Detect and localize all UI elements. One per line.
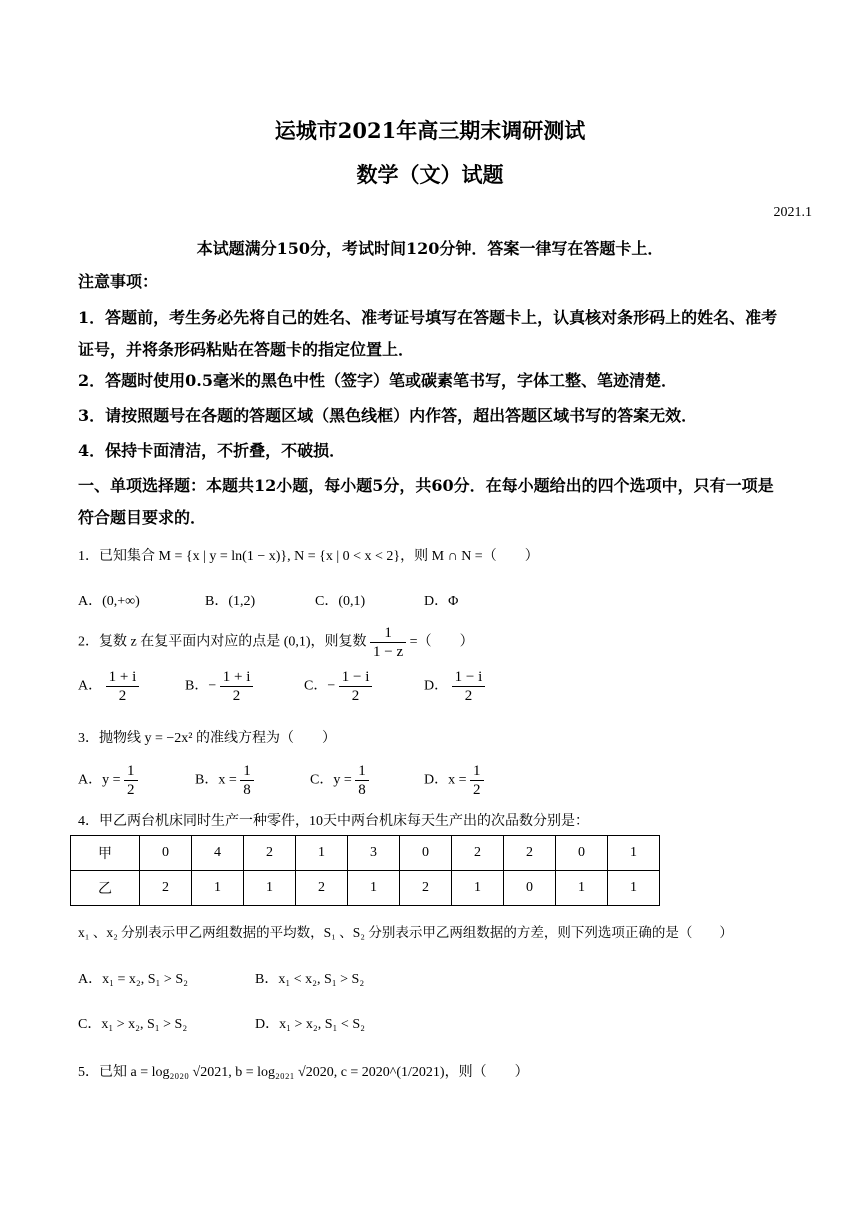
q1-option-a: A．(0,+∞) bbox=[78, 594, 140, 609]
q1-option-c: C．(0,1) bbox=[315, 594, 366, 609]
q3-option-c-label: C．y = bbox=[310, 772, 352, 788]
q3-d-den: 2 bbox=[473, 782, 481, 798]
q3-option-b bbox=[195, 762, 254, 799]
q3-c-den: 8 bbox=[358, 782, 366, 798]
q2-stem-fraction bbox=[370, 624, 406, 661]
q3-option-b-label: B．x = bbox=[195, 772, 237, 788]
table-cell: 2 bbox=[452, 836, 504, 871]
q4-option-b: B．x₁ < x₂, S₁ > S₂ bbox=[255, 972, 365, 987]
q2-b-den: 2 bbox=[232, 688, 241, 704]
table-cell: 2 bbox=[244, 836, 296, 871]
q2-d-den: 2 bbox=[464, 688, 473, 704]
table-cell: 1 bbox=[192, 871, 244, 906]
q5-stem: 5．已知 a = log₂₀₂₀ √2021, b = log₂₀₂₁ √2020, c = 2020^(1/2021)，则（ ） bbox=[78, 1065, 529, 1080]
defect-table bbox=[70, 835, 660, 906]
table-cell: 1 bbox=[556, 871, 608, 906]
note-item-1: 1．答题前，考生务必先将自己的姓名、准考证号填写在答题卡上，认真核对条形码上的姓名、准考证号，并将条形码粘贴在答题卡的指定位置上． bbox=[78, 308, 778, 359]
q1-stem: 1．已知集合 M = {x | y = ln(1 − x)}, N = {x | 0 < x < 2}，则 M ∩ N =（ ） bbox=[78, 549, 539, 564]
q2-option-c bbox=[304, 668, 372, 705]
q3-option-d bbox=[424, 762, 484, 799]
note-item-3: 3．请按照题号在各题的答题区域（黑色线框）内作答，超出答题区域书写的答案无效． bbox=[78, 406, 698, 425]
notes-heading: 注意事项： bbox=[78, 272, 159, 291]
note-item-2: 2．答题时使用0.5毫米的黑色中性（签字）笔或碳素笔书写，字体工整、笔迹清楚． bbox=[78, 371, 677, 390]
q1-option-b: B．(1,2) bbox=[205, 594, 256, 609]
q2-option-b bbox=[185, 668, 253, 705]
q2-d-num: 1 − i bbox=[452, 668, 486, 687]
q2-option-a bbox=[78, 668, 139, 705]
table-row bbox=[71, 871, 660, 906]
table-cell: 4 bbox=[192, 836, 244, 871]
q2-a-den: 2 bbox=[118, 688, 127, 704]
note-item-4: 4．保持卡面清洁，不折叠，不破损． bbox=[78, 441, 346, 460]
exam-title: 运城市2021年高三期末调研测试 bbox=[274, 118, 586, 143]
table-cell: 0 bbox=[504, 871, 556, 906]
q4-option-c: C．x₁ > x₂, S₁ > S₂ bbox=[78, 1017, 188, 1032]
table-cell: 1 bbox=[296, 836, 348, 871]
q2-b-num: 1 + i bbox=[220, 668, 254, 687]
q2-option-d bbox=[424, 668, 485, 705]
q2-stem-den: 1 − z bbox=[373, 644, 404, 660]
q2-c-den: 2 bbox=[351, 688, 360, 704]
q4-option-d: D．x₁ > x₂, S₁ < S₂ bbox=[255, 1017, 365, 1032]
q2-stem-pre: 2．复数 z 在复平面内对应的点是 (0,1)，则复数 bbox=[78, 634, 367, 650]
table-cell: 1 bbox=[348, 871, 400, 906]
q4-option-a: A．x₁ = x₂, S₁ > S₂ bbox=[78, 972, 188, 987]
q2-option-b-label: B．− bbox=[185, 678, 217, 694]
q3-option-a bbox=[78, 762, 138, 799]
q1-option-d: D．Φ bbox=[424, 594, 459, 609]
q2-stem-post: =（ ） bbox=[409, 634, 474, 650]
table-cell: 0 bbox=[400, 836, 452, 871]
q3-d-num: 1 bbox=[470, 762, 484, 781]
table-row bbox=[71, 836, 660, 871]
table-cell: 0 bbox=[556, 836, 608, 871]
q4-stem: 4．甲乙两台机床同时生产一种零件，10天中两台机床每天生产出的次品数分别是： bbox=[78, 814, 589, 829]
q3-b-den: 8 bbox=[243, 782, 251, 798]
q2-option-a-label: A． bbox=[78, 678, 103, 694]
q3-option-c bbox=[310, 762, 369, 799]
q3-b-num: 1 bbox=[240, 762, 254, 781]
table-cell: 2 bbox=[296, 871, 348, 906]
q2-a-num: 1 + i bbox=[106, 668, 140, 687]
exam-intro: 本试题满分150分，考试时间120分钟．答案一律写在答题卡上． bbox=[196, 239, 664, 258]
q2-stem bbox=[78, 624, 474, 661]
q2-option-d-label: D． bbox=[424, 678, 449, 694]
q2-stem-num: 1 bbox=[370, 624, 406, 643]
table-cell: 1 bbox=[608, 871, 660, 906]
exam-date: 2021.1 bbox=[773, 205, 812, 220]
exam-subtitle: 数学（文）试题 bbox=[356, 162, 504, 187]
table-cell: 2 bbox=[140, 871, 192, 906]
table-cell: 2 bbox=[504, 836, 556, 871]
table-cell: 1 bbox=[452, 871, 504, 906]
q3-c-num: 1 bbox=[355, 762, 369, 781]
q3-a-num: 1 bbox=[124, 762, 138, 781]
q3-option-a-label: A．y = bbox=[78, 772, 121, 788]
table-cell: 乙 bbox=[71, 871, 140, 906]
section1-heading: 一、单项选择题：本题共12小题，每小题5分，共60分．在每小题给出的四个选项中，只有一项是符合题目要求的． bbox=[78, 476, 774, 527]
q3-option-d-label: D．x = bbox=[424, 772, 467, 788]
q3-a-den: 2 bbox=[127, 782, 135, 798]
table-cell: 3 bbox=[348, 836, 400, 871]
table-cell: 0 bbox=[140, 836, 192, 871]
table-cell: 2 bbox=[400, 871, 452, 906]
table-cell: 甲 bbox=[71, 836, 140, 871]
q2-c-num: 1 − i bbox=[339, 668, 373, 687]
q2-option-c-label: C．− bbox=[304, 678, 336, 694]
table-cell: 1 bbox=[244, 871, 296, 906]
q3-stem: 3．抛物线 y = −2x² 的准线方程为（ ） bbox=[78, 731, 336, 746]
table-cell: 1 bbox=[608, 836, 660, 871]
q4-description: x₁ 、x₂ 分别表示甲乙两组数据的平均数，S₁ 、S₂ 分别表示甲乙两组数据的方差，则下列选项正确的是（ ） bbox=[78, 925, 733, 940]
